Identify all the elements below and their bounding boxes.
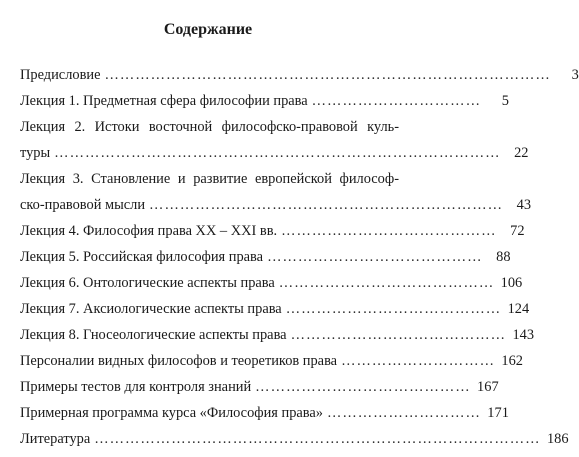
toc-entry-title: Лекция 4. Философия права XX – XXI вв. [20,223,278,239]
leader-dots: …………………………………………………………………………… [94,431,541,447]
leader-dots: ………………………… [326,405,481,421]
leader-dots: …………………………………… [267,249,483,265]
toc-page-number: 22 [514,145,529,161]
toc-entry-title: Литература [20,431,91,447]
toc-entry [20,93,509,119]
toc-entry [20,249,511,275]
leader-dots: …………………………………… [281,223,497,239]
toc-entry [20,353,523,379]
toc-page-number: 3 [571,67,579,83]
toc-page-number: 186 [546,431,569,447]
toc-entry [20,275,523,301]
toc-entry [20,379,499,405]
toc-entry [20,405,509,431]
toc-entry-title: Лекция 8. Гносеологические аспекты права [20,327,287,343]
toc-entry-title: Персоналии видных философов и теоретиков права [20,353,338,369]
toc-entry [20,327,535,353]
toc-page-number: 124 [507,301,530,317]
toc-entry-title: Лекция 6. Онтологические аспекты права [20,275,275,291]
toc-page-number: 167 [477,379,499,395]
toc-page-number: 143 [512,327,535,343]
toc-entry [20,431,569,457]
toc-entry-title: Лекция 7. Аксиологические аспекты права [20,301,282,317]
leader-dots: …………………………………………………………………………… [54,145,501,161]
toc-entry-title: Лекция 2. Истоки восточной философско-правовой куль- [20,119,399,135]
toc-page-number: 72 [510,223,525,239]
toc-entry-title: Примерная программа курса «Философия права» [20,405,323,421]
toc-page-number: 5 [501,93,509,109]
leader-dots: …………………………………… [290,327,507,343]
leader-dots: …………………………………… [285,301,502,317]
leader-dots: …………………………………… [278,275,495,291]
page-title: Содержание [163,21,253,38]
toc-entry-title: Предисловие [20,67,101,83]
toc-entry [20,119,529,171]
leader-dots: ………………………… [341,353,495,369]
toc-page-number: 162 [501,353,523,369]
toc-entry [20,223,525,249]
toc-page-number: 171 [487,405,509,421]
toc-entry-title: Лекция 3. Становление и развитие европейской философ- [20,171,399,187]
toc-entry [20,67,579,93]
leader-dots: …………………………………………………………………………… [104,67,551,83]
leader-dots: …………………………………………………………… [149,197,504,213]
toc-entry [20,171,532,223]
toc-entry [20,301,530,327]
toc-page-number: 88 [496,249,511,265]
toc-entry-title-continued: туры [20,145,51,161]
toc-page-number: 43 [516,197,532,213]
toc-list [20,67,579,457]
toc-entry-title: Примеры тестов для контроля знаний [20,379,252,395]
toc-entry-title-continued: ско-правовой мысли [20,197,146,213]
toc-page-number: 106 [500,275,523,291]
leader-dots: …………………………… [311,93,481,109]
toc-entry-title: Лекция 1. Предметная сфера философии права [20,93,308,109]
toc-entry-title: Лекция 5. Российская философия права [20,249,264,265]
leader-dots: …………………………………… [255,379,471,395]
